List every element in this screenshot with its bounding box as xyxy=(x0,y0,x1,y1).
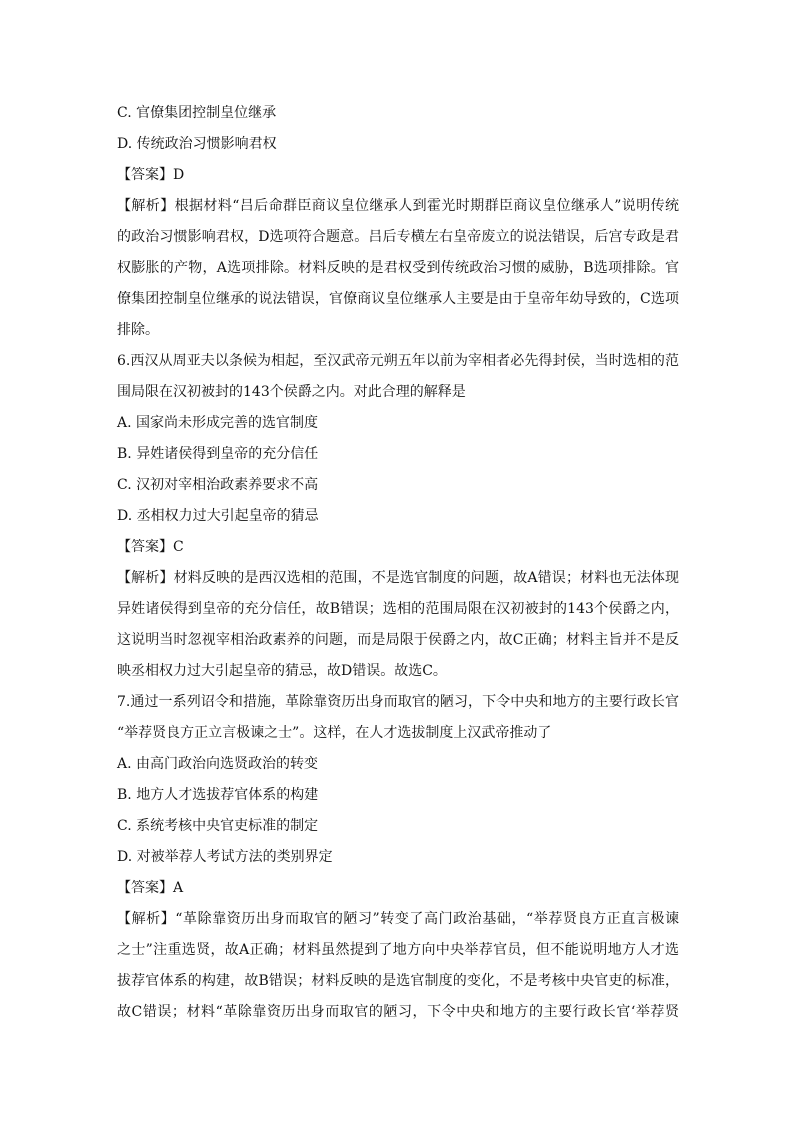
option-c: C. 官僚集团控制皇位继承 xyxy=(117,105,277,121)
option-b: B. 地方人才选拔荐官体系的构建 xyxy=(117,787,319,803)
analysis-line: 之士”注重选贤，故A正确；材料虽然提到了地方向中央举荐官员，但不能说明地方人才选 xyxy=(117,942,679,958)
analysis-line: 异姓诸侯得到皇帝的充分信任，故B错误；选相的范围局限在汉初被封的143个侯爵之内， xyxy=(117,601,679,617)
analysis-line: 【解析】材料反映的是西汉选相的范围，不是选官制度的问题，故A错误；材料也无法体现 xyxy=(117,570,679,586)
answer-label: 【答案】A xyxy=(117,880,184,896)
question-7-stem: “举荐贤良方正立言极谏之士”。这样，在人才选拔制度上汉武帝推动了 xyxy=(117,725,552,741)
option-d: D. 对被举荐人考试方法的类别界定 xyxy=(117,849,333,865)
analysis-line: 权膨胀的产物，A选项排除。材料反映的是君权受到传统政治习惯的威胁，B选项排除。官 xyxy=(117,260,679,276)
option-b: B. 异姓诸侯得到皇帝的充分信任 xyxy=(117,446,319,462)
analysis-line: 的政治习惯影响君权，D选项符合题意。吕后专横左右皇帝废立的说法错误，后宫专政是君 xyxy=(117,229,679,245)
analysis-line: 映丞相权力过大引起皇帝的猜忌，故D错误。故选C。 xyxy=(117,663,447,679)
option-a: A. 由高门政治向选贤政治的转变 xyxy=(117,756,319,772)
analysis-line: 僚集团控制皇位继承的说法错误，官僚商议皇位继承人主要是由于皇帝年幼导致的，C选项 xyxy=(117,291,679,307)
option-a: A. 国家尚未形成完善的选官制度 xyxy=(117,415,319,431)
question-6-stem: 围局限在汉初被封的143个侯爵之内。对此合理的解释是 xyxy=(117,384,466,400)
option-d: D. 传统政治习惯影响君权 xyxy=(117,136,277,152)
analysis-line: 故C错误；材料“革除靠资历出身而取官的陋习，下令中央和地方的主要行政长官‘举荐贤 xyxy=(117,1004,679,1020)
analysis-line: 排除。 xyxy=(117,322,159,338)
analysis-line: 这说明当时忽视宰相治政素养的问题，而是局限于侯爵之内，故C正确；材料主旨并不是反 xyxy=(117,632,679,648)
option-c: C. 汉初对宰相治政素养要求不高 xyxy=(117,477,319,493)
analysis-line: 【解析】“革除靠资历出身而取官的陋习”转变了高门政治基础，“举荐贤良方正直言极谏 xyxy=(117,911,679,927)
question-7-stem: 7.通过一系列诏令和措施，革除靠资历出身而取官的陋习，下令中央和地方的主要行政长官 xyxy=(117,694,679,710)
answer-label: 【答案】C xyxy=(117,539,184,555)
question-6-stem: 6.西汉从周亚夫以条候为相起，至汉武帝元朔五年以前为宰相者必先得封侯，当时选相的范 xyxy=(117,353,679,369)
analysis-line: 【解析】根据材料“吕后命群臣商议皇位继承人到霍光时期群臣商议皇位继承人”说明传统 xyxy=(117,198,679,214)
analysis-line: 拔荐官体系的构建，故B错误；材料反映的是选官制度的变化，不是考核中央官吏的标准， xyxy=(117,973,679,989)
answer-label: 【答案】D xyxy=(117,167,185,183)
option-d: D. 丞相权力过大引起皇帝的猜忌 xyxy=(117,508,319,524)
option-c: C. 系统考核中央官吏标准的制定 xyxy=(117,818,319,834)
